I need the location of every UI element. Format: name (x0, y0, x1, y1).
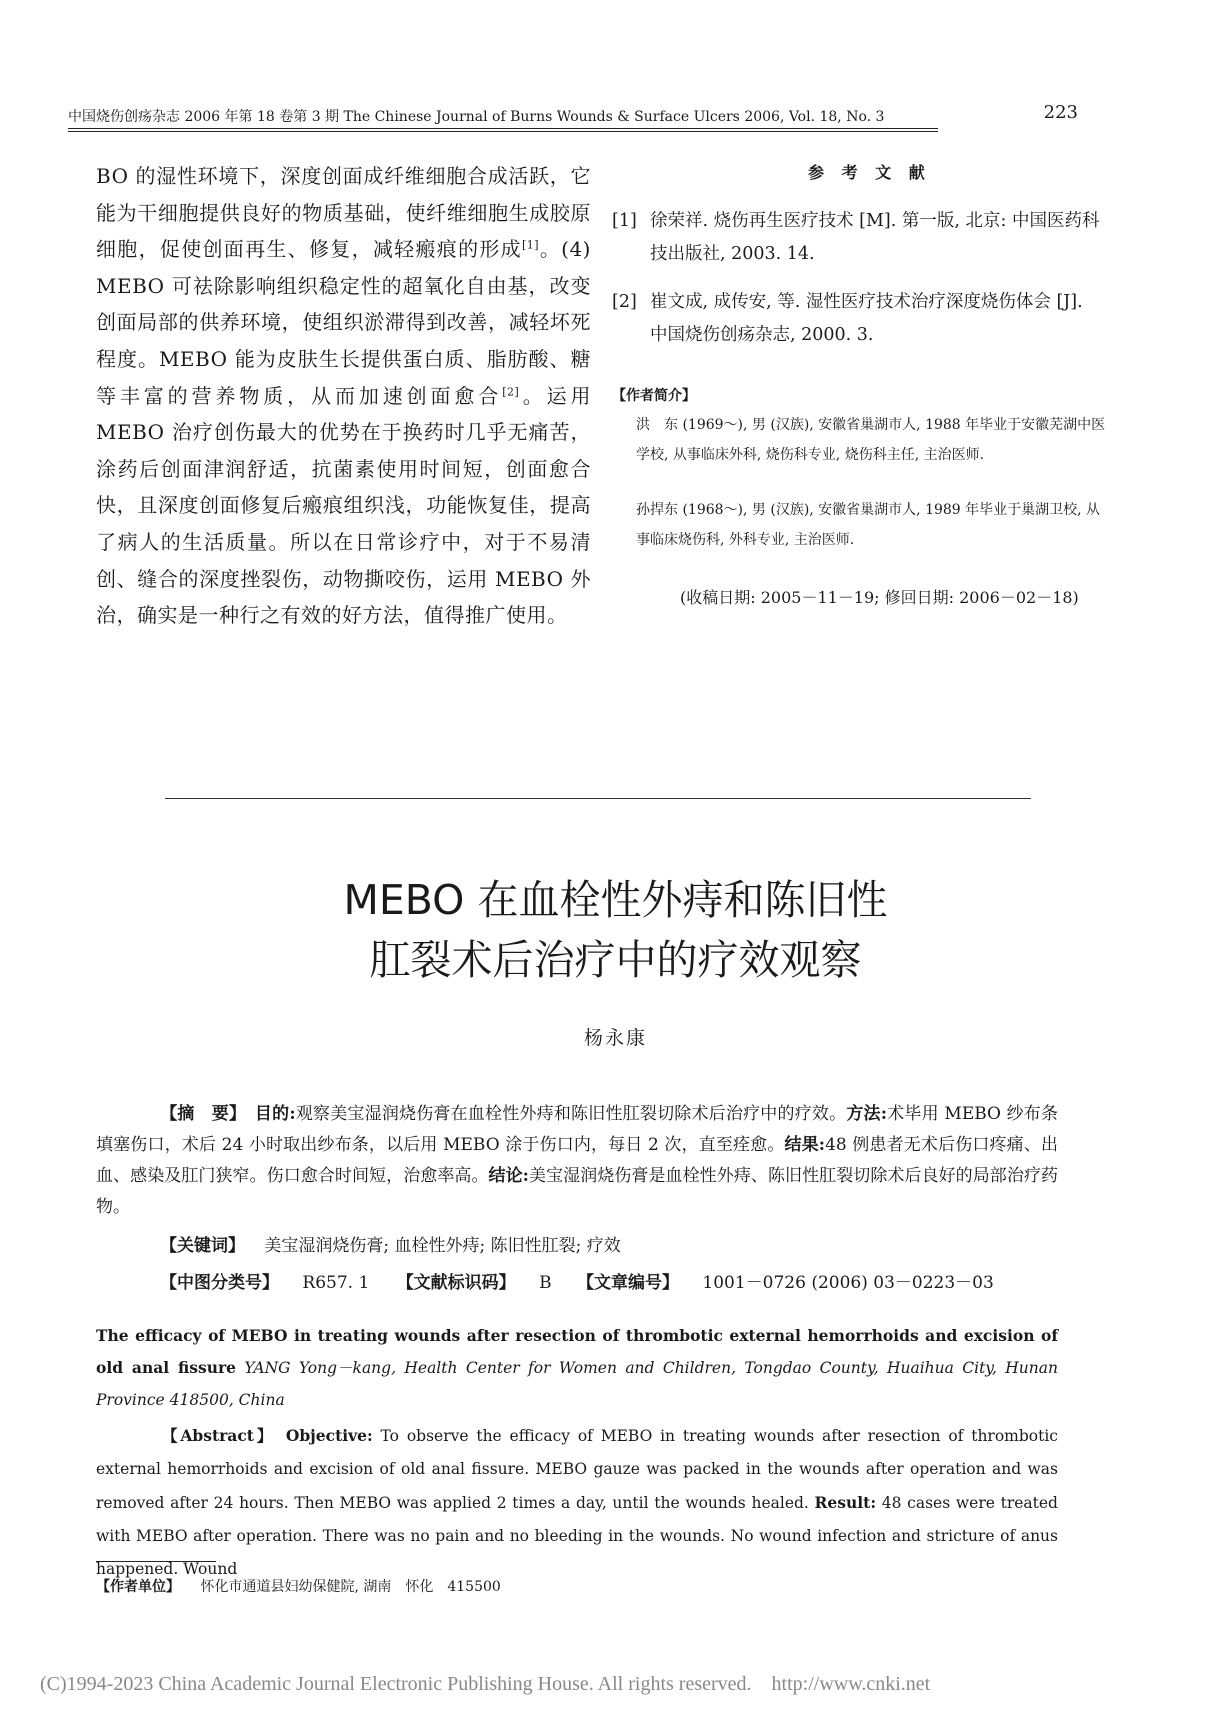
keywords-text: 美宝湿润烧伤膏; 血栓性外痔; 陈旧性肛裂; 疗效 (264, 1236, 621, 1256)
article-no-value: 1001－0726 (2006) 03－0223－03 (702, 1273, 994, 1293)
english-affiliation: YANG Yong－kang, Health Center for Women and Children, Tongdao County, Huaihua City, Hunan Province 418500, China (96, 1359, 1058, 1409)
abstract-label: 【摘 要】 (160, 1104, 238, 1124)
result-label: 结果: (784, 1135, 826, 1155)
author-unit (96, 1576, 501, 1596)
copyright-notice: (C)1994-2023 China Academic Journal Electronic Publishing House. All rights reserved. http://www.cnki.net (40, 1673, 931, 1695)
keywords-line (160, 1231, 621, 1256)
body-text-1: BO 的湿性环境下，深度创面成纤维细胞合成活跃，它能为干细胞提供良好的物质基础，使纤维细胞生成胶原细胞，促使创面再生、修复，减轻瘢痕的形成 (96, 164, 591, 262)
clc-label: 【中图分类号】 (160, 1273, 279, 1293)
method-text: 术毕用 MEBO 纱布条填塞伤口，术后 24 小时取出纱布条，以后用 MEBO 涂于伤口内，每日 2 次，直至痊愈。 (96, 1104, 1058, 1155)
classification-line (160, 1268, 994, 1293)
conclusion-text: 美宝湿润烧伤膏是血栓性外痔、陈旧性肛裂切除术后良好的局部治疗药物。 (96, 1166, 1059, 1217)
received-dates: (收稿日期: 2005－11－19; 修回日期: 2006－02－18) (680, 588, 1079, 607)
en-result-text: 48 cases were treated with MEBO after operation. There was no pain and no bleeding in the wounds. No wound infection and stricture of anus happened. Wound (96, 1494, 1058, 1578)
reference-text: 徐荣祥. 烧伤再生医疗技术 [M]. 第一版, 北京: 中国医药科技出版社, 2003. 14. (650, 211, 1100, 264)
author-bio-2: 孙捍东 (1968～), 男 (汉族), 安徽省巢湖市人, 1989 年毕业于巢湖卫校, 从事临床烧伤科, 外科专业, 主治医师. (636, 502, 1101, 548)
en-result-label: Result: (814, 1493, 877, 1512)
conclusion-label: 结论: (488, 1166, 529, 1186)
en-objective-label: Objective: (285, 1426, 373, 1445)
author-unit-label: 【作者单位】 (96, 1579, 180, 1595)
references-heading: 参 考 文 献 (808, 163, 931, 182)
title-line-2: 肛裂术后治疗中的疗效观察 (369, 936, 862, 984)
result-text: 48 例患者无术后伤口疼痛、出血、感染及肛门狭窄。伤口愈合时间短，治愈率高。 (96, 1135, 1058, 1186)
author-unit-text: 怀化市通道县妇幼保健院, 湖南 怀化 415500 (200, 1579, 501, 1595)
header-rule (68, 128, 938, 129)
reference-text: 崔文成, 成传安, 等. 湿性医疗技术治疗深度烧伤体会 [J]. 中国烧伤创疡杂志, 2000. 3. (650, 292, 1083, 345)
footnote-rule (96, 1561, 216, 1562)
body-text-2: 。(4) MEBO 可祛除影响组织稳定性的超氧化自由基，改变创面局部的供养环境，使组织淤滞得到改善，减轻坏死程度。MEBO 能为皮肤生长提供蛋白质、脂肪酸、糖等丰富的营养物质，从而加速创面愈合 (96, 237, 591, 408)
journal-running-title: 中国烧伤创疡杂志 2006 年第 18 卷第 3 期 The Chinese Journal of Burns Wounds & Surface Ulcers 2006, Vol. 18, No. 3 (68, 109, 885, 125)
doc-code-value: B (539, 1273, 552, 1293)
method-label: 方法: (846, 1104, 887, 1124)
article-title (0, 870, 1231, 990)
keywords-label: 【关键词】 (160, 1236, 245, 1256)
chinese-abstract (96, 1099, 1058, 1223)
body-text-3: 。运用 MEBO 治疗创伤最大的优势在于换药时几乎无痛苦，涂药后创面津润舒适，抗菌素使用时间短，创面愈合快，且深度创面修复后瘢痕组织浅，功能恢复佳，提高了病人的生活质量。所以在日常诊疗中，对于不易清创、缝合的深度挫裂伤，动物撕咬伤，运用 MEBO 外治，确实是一种行之有效的好方法，值得推广使用。 (96, 383, 592, 628)
reference-number: [2] (612, 292, 637, 312)
running-header (68, 102, 1098, 130)
citation-2: [2] (502, 384, 520, 398)
objective-text: 观察美宝湿润烧伤膏在血栓性外痔和陈旧性肛裂切除术后治疗中的疗效。 (295, 1104, 847, 1124)
header-rule-secondary (68, 131, 938, 132)
english-abstract (96, 1419, 1058, 1586)
en-objective-text: To observe the efficacy of MEBO in treating wounds after resection of thrombotic external hemorrhoids and excision of old anal fissure. MEBO gauze was packed in the wounds after operation and was removed after 24 hours. Then MEBO was applied 2 times a day, until the wounds healed. (96, 1427, 1058, 1512)
article-no-label: 【文章编号】 (577, 1273, 679, 1293)
article-author: 杨永康 (583, 1027, 647, 1049)
reference-item (612, 205, 1100, 271)
english-title: The efficacy of MEBO in treating wounds after resection of thrombotic external hemorrhoids and excision of old anal fissure (96, 1326, 1058, 1377)
previous-article-conclusion (96, 158, 591, 634)
english-title-block (96, 1320, 1058, 1416)
reference-item (612, 286, 1100, 352)
article-divider (165, 798, 1031, 799)
clc-value: R657. 1 (302, 1273, 370, 1293)
citation-1: [1] (521, 238, 540, 252)
author-bio-1: 洪 东 (1969～), 男 (汉族), 安徽省巢湖市人, 1988 年毕业于安徽芜湖中医学校, 从事临床外科, 烧伤科专业, 烧伤科主任, 主治医师. (636, 417, 1106, 463)
doc-code-label: 【文献标识码】 (396, 1273, 516, 1293)
objective-label: 目的: (254, 1104, 296, 1124)
page-number: 223 (1043, 102, 1078, 123)
author-bio-heading: 【作者简介】 (612, 388, 696, 404)
reference-number: [1] (612, 211, 637, 231)
title-line-1: MEBO 在血栓性外痔和陈旧性 (343, 876, 888, 924)
en-abstract-label: 【Abstract】 (162, 1426, 268, 1445)
body-paragraph (96, 158, 591, 634)
